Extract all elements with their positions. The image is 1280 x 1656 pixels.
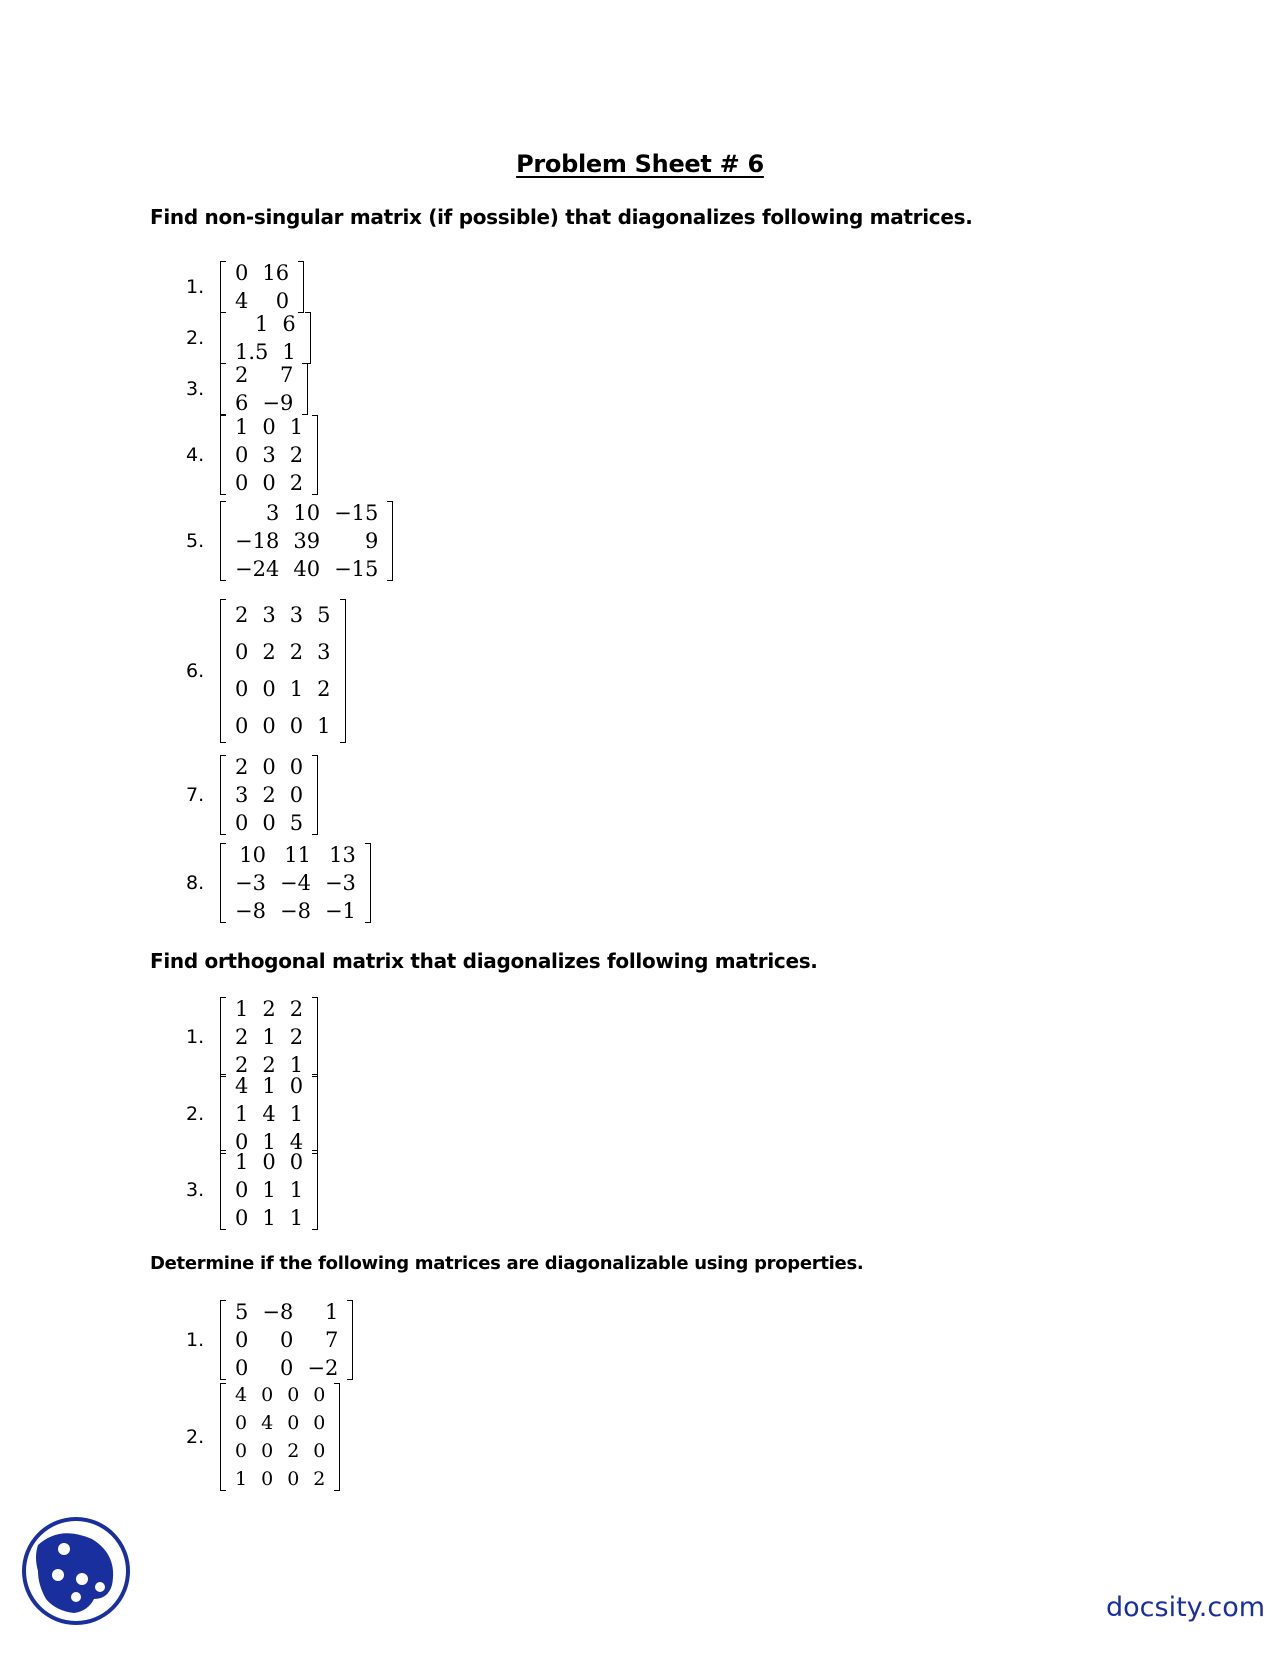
matrix-row bbox=[228, 499, 385, 527]
problem-item bbox=[186, 995, 318, 1079]
matrix bbox=[220, 361, 308, 417]
matrix-row bbox=[228, 634, 338, 671]
matrix-cell: −24 bbox=[235, 557, 280, 581]
matrix-cell: −18 bbox=[235, 529, 280, 553]
matrix-row bbox=[228, 1100, 310, 1128]
matrix-row bbox=[228, 1381, 332, 1409]
problem-number: 2. bbox=[186, 1103, 205, 1125]
matrix-row bbox=[228, 781, 310, 809]
problem-number: 5. bbox=[186, 530, 205, 552]
matrix-cell: 0 bbox=[287, 1384, 300, 1406]
matrix-cell: 0 bbox=[289, 1150, 304, 1174]
problem-item bbox=[186, 413, 318, 497]
matrix-cell: 1 bbox=[282, 340, 296, 364]
matrix-cell: 0 bbox=[262, 677, 276, 701]
problem-number: 1. bbox=[186, 276, 205, 298]
matrix-cell: 0 bbox=[235, 1412, 248, 1434]
matrix-row bbox=[228, 841, 363, 869]
matrix-cell: 2 bbox=[313, 1468, 326, 1490]
matrix-cell: 0 bbox=[262, 714, 276, 738]
matrix-cell: 1 bbox=[289, 1053, 304, 1077]
matrix bbox=[220, 310, 311, 366]
matrix-row bbox=[228, 469, 310, 497]
matrix-cell: 1 bbox=[289, 1206, 304, 1230]
matrix-cell: 0 bbox=[261, 1440, 274, 1462]
matrix-grid bbox=[228, 1298, 345, 1382]
matrix-cell: −3 bbox=[324, 871, 356, 895]
section-heading-nonsingular: Find non-singular matrix (if possible) that diagonalizes following matrices. bbox=[150, 205, 973, 229]
matrix-cell: 2 bbox=[262, 1053, 276, 1077]
matrix-cell: 4 bbox=[261, 1412, 274, 1434]
problem-item bbox=[186, 1148, 318, 1232]
matrix-cell: 3 bbox=[265, 501, 280, 525]
matrix-cell: 1 bbox=[235, 1468, 248, 1490]
matrix-cell: 3 bbox=[317, 640, 331, 664]
matrix-cell: 0 bbox=[262, 415, 276, 439]
problem-item bbox=[186, 310, 311, 366]
matrix-cell: 2 bbox=[235, 1025, 249, 1049]
matrix-row bbox=[228, 1354, 345, 1382]
matrix-row bbox=[228, 1176, 310, 1204]
matrix-cell: 11 bbox=[284, 843, 311, 867]
docsity-logo-icon bbox=[20, 1515, 132, 1632]
matrix-cell: −15 bbox=[334, 501, 379, 525]
matrix-cell: 4 bbox=[262, 1102, 276, 1126]
problem-number: 4. bbox=[186, 444, 205, 466]
matrix-cell: −3 bbox=[235, 871, 266, 895]
matrix-row bbox=[228, 753, 310, 781]
matrix-grid bbox=[228, 995, 310, 1079]
problem-item bbox=[186, 1072, 318, 1156]
matrix-cell: 4 bbox=[235, 289, 249, 313]
matrix bbox=[220, 1072, 318, 1156]
matrix-cell: 1 bbox=[235, 1102, 249, 1126]
matrix-cell: 0 bbox=[235, 1130, 249, 1154]
matrix-cell: 1 bbox=[289, 677, 304, 701]
matrix-cell: 0 bbox=[313, 1412, 326, 1434]
matrix-cell: 1 bbox=[262, 1130, 276, 1154]
problem-item bbox=[186, 753, 318, 837]
matrix-cell: 0 bbox=[289, 1074, 304, 1098]
matrix-cell: 4 bbox=[235, 1074, 249, 1098]
matrix-grid bbox=[228, 597, 338, 745]
matrix-cell: 0 bbox=[262, 811, 276, 835]
matrix-cell: 0 bbox=[262, 1150, 276, 1174]
matrix-cell: 1 bbox=[262, 1074, 276, 1098]
matrix-cell: 0 bbox=[313, 1440, 326, 1462]
problem-number: 2. bbox=[186, 327, 205, 349]
problem-item bbox=[186, 499, 393, 583]
matrix-grid bbox=[228, 413, 310, 497]
problem-number: 1. bbox=[186, 1026, 205, 1048]
matrix-cell: 16 bbox=[262, 261, 290, 285]
matrix-cell: 1 bbox=[324, 1300, 339, 1324]
matrix-row bbox=[228, 259, 296, 287]
matrix-cell: 10 bbox=[239, 843, 266, 867]
matrix-row bbox=[228, 1204, 310, 1232]
matrix-row bbox=[228, 1326, 345, 1354]
section-heading-properties: Determine if the following matrices are diagonalizable using properties. bbox=[150, 1253, 864, 1274]
matrix-cell: 3 bbox=[262, 443, 276, 467]
matrix-cell: 4 bbox=[289, 1130, 304, 1154]
matrix-cell: 2 bbox=[262, 997, 276, 1021]
matrix-row bbox=[228, 897, 363, 925]
problem-item bbox=[186, 1381, 340, 1493]
matrix-row bbox=[228, 995, 310, 1023]
matrix-cell: −2 bbox=[307, 1356, 339, 1380]
matrix-cell: −15 bbox=[334, 557, 379, 581]
matrix-grid bbox=[228, 310, 303, 366]
matrix bbox=[220, 413, 318, 497]
matrix-cell: 5 bbox=[317, 603, 331, 627]
matrix-cell: 1 bbox=[235, 1150, 249, 1174]
matrix-cell: 3 bbox=[262, 603, 276, 627]
matrix-cell: 1 bbox=[289, 1102, 304, 1126]
matrix-cell: 0 bbox=[262, 755, 276, 779]
matrix-cell: −1 bbox=[324, 899, 356, 923]
matrix-cell: 2 bbox=[289, 640, 304, 664]
matrix-cell: 2 bbox=[262, 783, 276, 807]
matrix-cell: 1 bbox=[262, 1178, 276, 1202]
matrix-cell: 7 bbox=[324, 1328, 339, 1352]
section-heading-orthogonal: Find orthogonal matrix that diagonalizes following matrices. bbox=[150, 949, 818, 973]
matrix-cell: 0 bbox=[289, 755, 304, 779]
matrix-cell: 2 bbox=[262, 640, 276, 664]
matrix-cell: 0 bbox=[287, 1468, 300, 1490]
matrix-cell: 0 bbox=[279, 1328, 294, 1352]
matrix-cell: 1 bbox=[235, 415, 249, 439]
problem-number: 1. bbox=[186, 1329, 205, 1351]
matrix-row bbox=[228, 671, 338, 708]
matrix-cell: 2 bbox=[235, 755, 249, 779]
problem-item bbox=[186, 259, 304, 315]
matrix-cell: −8 bbox=[279, 899, 311, 923]
problem-number: 3. bbox=[186, 378, 205, 400]
matrix-cell: 0 bbox=[289, 783, 304, 807]
matrix-cell: 9 bbox=[365, 529, 379, 553]
matrix-cell: 7 bbox=[279, 363, 294, 387]
matrix-grid bbox=[228, 753, 310, 837]
matrix-grid bbox=[228, 1072, 310, 1156]
problem-number: 6. bbox=[186, 660, 205, 682]
matrix-cell: 4 bbox=[235, 1384, 248, 1406]
matrix-cell: 3 bbox=[289, 603, 304, 627]
matrix-row bbox=[228, 597, 338, 634]
matrix-cell: 10 bbox=[293, 501, 321, 525]
problem-item bbox=[186, 361, 308, 417]
matrix-grid bbox=[228, 1381, 332, 1493]
matrix-cell: 0 bbox=[235, 640, 249, 664]
matrix-cell: 0 bbox=[261, 1468, 274, 1490]
matrix-cell: 2 bbox=[287, 1440, 300, 1462]
matrix-cell: 0 bbox=[235, 714, 249, 738]
problem-number: 8. bbox=[186, 872, 205, 894]
matrix-grid bbox=[228, 1148, 310, 1232]
matrix-cell: 0 bbox=[261, 1384, 274, 1406]
page-title: Problem Sheet # 6 bbox=[516, 150, 764, 178]
matrix-cell: 1 bbox=[262, 1025, 276, 1049]
matrix-cell: 5 bbox=[235, 1300, 249, 1324]
problem-item bbox=[186, 597, 346, 745]
docsity-brand-text: docsity.com bbox=[1106, 1592, 1266, 1623]
problem-item bbox=[186, 1298, 353, 1382]
matrix-cell: 13 bbox=[329, 843, 356, 867]
matrix-cell: 0 bbox=[235, 1328, 249, 1352]
matrix-row bbox=[228, 441, 310, 469]
matrix-row bbox=[228, 1298, 345, 1326]
matrix-cell: 0 bbox=[235, 811, 249, 835]
matrix-row bbox=[228, 413, 310, 441]
matrix-cell: 0 bbox=[287, 1412, 300, 1434]
matrix-cell: 0 bbox=[279, 1356, 294, 1380]
matrix-cell: 6 bbox=[282, 312, 296, 336]
matrix-cell: −8 bbox=[262, 1300, 294, 1324]
matrix-cell: 0 bbox=[235, 471, 249, 495]
matrix-cell: 1 bbox=[317, 714, 331, 738]
matrix-grid bbox=[228, 841, 363, 925]
matrix bbox=[220, 259, 304, 315]
matrix-row bbox=[228, 527, 385, 555]
matrix-cell: 0 bbox=[313, 1384, 326, 1406]
matrix-cell: 0 bbox=[235, 677, 249, 701]
matrix-cell: 2 bbox=[235, 363, 249, 387]
matrix-cell: 5 bbox=[289, 811, 304, 835]
problem-item bbox=[186, 841, 371, 925]
matrix-cell: 0 bbox=[262, 471, 276, 495]
matrix-cell: 40 bbox=[293, 557, 321, 581]
matrix-cell: 1 bbox=[255, 312, 269, 336]
matrix-cell: 2 bbox=[289, 1025, 304, 1049]
matrix bbox=[220, 753, 318, 837]
matrix-cell: 0 bbox=[235, 261, 249, 285]
matrix-cell: 3 bbox=[235, 783, 249, 807]
matrix-cell: 0 bbox=[235, 1356, 249, 1380]
problem-number: 2. bbox=[186, 1426, 205, 1448]
matrix-cell: 1 bbox=[289, 415, 304, 439]
matrix bbox=[220, 1148, 318, 1232]
matrix-cell: 2 bbox=[235, 1053, 249, 1077]
matrix-cell: 0 bbox=[235, 1206, 249, 1230]
matrix-cell: 1 bbox=[289, 1178, 304, 1202]
matrix-cell: 0 bbox=[235, 443, 249, 467]
matrix bbox=[220, 995, 318, 1079]
matrix-grid bbox=[228, 361, 300, 417]
matrix-row bbox=[228, 1465, 332, 1493]
matrix-row bbox=[228, 361, 300, 389]
matrix-cell: 2 bbox=[289, 471, 304, 495]
matrix-cell: 1 bbox=[262, 1206, 276, 1230]
matrix-cell: −8 bbox=[235, 899, 266, 923]
matrix-cell: 1 bbox=[235, 997, 249, 1021]
matrix-cell: 2 bbox=[235, 603, 249, 627]
matrix bbox=[220, 1298, 353, 1382]
matrix-grid bbox=[228, 259, 296, 315]
matrix-row bbox=[228, 310, 303, 338]
matrix-row bbox=[228, 1437, 332, 1465]
matrix-row bbox=[228, 1023, 310, 1051]
matrix-cell: 0 bbox=[235, 1440, 248, 1462]
matrix-row bbox=[228, 869, 363, 897]
matrix-row bbox=[228, 809, 310, 837]
matrix-cell: 2 bbox=[289, 997, 304, 1021]
problem-number: 3. bbox=[186, 1179, 205, 1201]
matrix-cell: −4 bbox=[279, 871, 311, 895]
matrix bbox=[220, 1381, 340, 1493]
matrix-cell: −9 bbox=[262, 391, 294, 415]
matrix-row bbox=[228, 1409, 332, 1437]
matrix-row bbox=[228, 555, 385, 583]
matrix-row bbox=[228, 1148, 310, 1176]
matrix-cell: 0 bbox=[289, 714, 304, 738]
matrix-row bbox=[228, 1072, 310, 1100]
matrix-cell: 0 bbox=[235, 1178, 249, 1202]
matrix-grid bbox=[228, 499, 385, 583]
matrix-cell: 6 bbox=[235, 391, 249, 415]
matrix-cell: 2 bbox=[317, 677, 331, 701]
matrix bbox=[220, 841, 371, 925]
matrix bbox=[220, 499, 393, 583]
matrix-cell: 39 bbox=[293, 529, 321, 553]
matrix-cell: 2 bbox=[289, 443, 304, 467]
matrix bbox=[220, 597, 346, 745]
problem-number: 7. bbox=[186, 784, 205, 806]
matrix-row bbox=[228, 708, 338, 745]
matrix-cell: 0 bbox=[275, 289, 290, 313]
matrix-cell: 1.5 bbox=[235, 340, 269, 364]
